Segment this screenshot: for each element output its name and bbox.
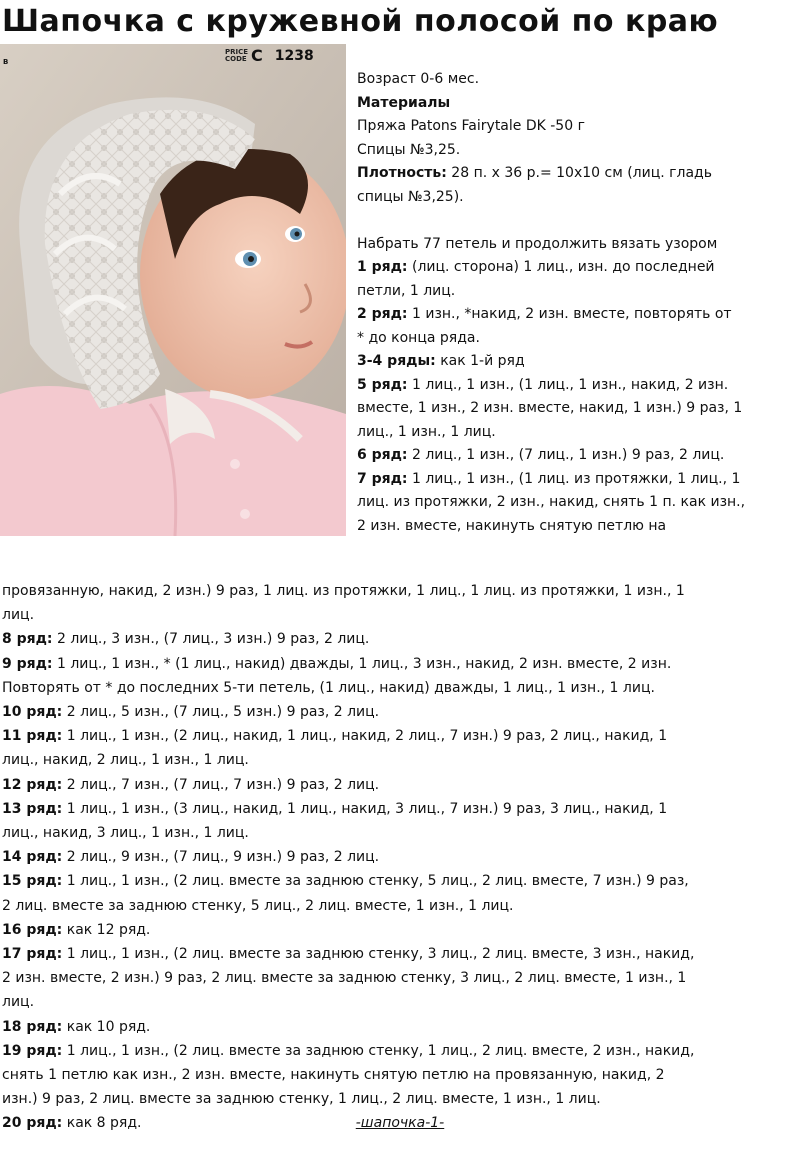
text-line <box>357 444 797 468</box>
row-text: 2 лиц., 7 изн., (7 лиц., 7 изн.) 9 раз, 2 лиц. <box>62 776 380 793</box>
row-text: Спицы №3,25. <box>357 141 461 158</box>
text-line <box>2 724 798 748</box>
row-text: как 1-й ряд <box>435 353 525 369</box>
text-line <box>357 162 797 186</box>
text-line <box>357 209 797 233</box>
row-label: 19 ряд: <box>2 1042 63 1059</box>
photo-illustration <box>0 44 346 536</box>
text-line <box>2 1015 798 1039</box>
row-text: 1 изн., *накид, 2 изн. вместе, повторять от <box>407 306 732 322</box>
row-label: 9 ряд: <box>2 655 53 672</box>
row-label: 7 ряд: <box>357 470 408 487</box>
row-text: 1 лиц., 1 изн., (2 лиц. вместе за заднюю стенку, 3 лиц., 2 лиц. вместе, 3 изн., накид, <box>62 946 695 963</box>
row-label: 8 ряд: <box>2 631 53 648</box>
text-line <box>357 303 797 327</box>
row-text: Повторять от * до последних 5-ти петель, (1 лиц., накид) дважды, 1 лиц., 1 изн., 1 лиц. <box>2 679 655 696</box>
text-line <box>2 966 798 990</box>
text-line <box>2 700 798 724</box>
page-title: Шапочка с кружевной полосой по краю <box>2 4 719 39</box>
text-line <box>357 491 797 515</box>
text-line <box>357 115 797 139</box>
price-code-number: 1238 <box>274 47 314 64</box>
row-label: 14 ряд: <box>2 849 63 866</box>
row-label: Плотность: <box>357 165 447 181</box>
price-code-badge <box>225 46 314 65</box>
text-line <box>2 1063 798 1087</box>
row-text: Пряжа Patons Fairytale DK -50 г <box>357 118 585 134</box>
row-text: как 12 ряд. <box>62 921 151 938</box>
row-text: лиц. <box>2 994 35 1011</box>
row-text: 2 лиц., 3 изн., (7 лиц., 3 изн.) 9 раз, 2 лиц. <box>52 631 370 648</box>
text-line <box>357 280 797 304</box>
row-label: 13 ряд: <box>2 800 63 817</box>
row-text: лиц., 1 изн., 1 лиц. <box>357 423 496 440</box>
row-label: 12 ряд: <box>2 776 63 793</box>
text-line <box>357 350 797 374</box>
row-label: 10 ряд: <box>2 704 63 721</box>
row-text: 2 изн. вместе, накинуть снятую петлю на <box>357 517 667 534</box>
text-line <box>357 92 797 116</box>
row-text: 1 лиц., 1 изн., (3 лиц., накид, 1 лиц., накид, 3 лиц., 7 изн.) 9 раз, 3 лиц., накид, 1 <box>62 800 668 817</box>
text-line <box>357 256 797 280</box>
row-label: 3-4 ряды: <box>357 353 436 369</box>
materials-and-instructions <box>357 68 797 538</box>
text-line <box>2 1039 798 1063</box>
text-line <box>2 845 798 869</box>
text-line <box>357 468 797 492</box>
text-line <box>357 327 797 351</box>
page-footer: -шапочка-1- <box>355 1115 445 1131</box>
text-line <box>2 627 798 651</box>
text-line <box>2 603 798 627</box>
text-line <box>2 869 798 893</box>
text-line <box>357 374 797 398</box>
row-text: 28 п. х 36 р.= 10х10 см (лиц. гладь <box>446 165 712 181</box>
row-label: Материалы <box>357 94 451 111</box>
text-line <box>357 515 797 539</box>
text-line <box>357 186 797 210</box>
text-line <box>357 233 797 257</box>
text-line <box>2 748 798 772</box>
row-text: (лиц. сторона) 1 лиц., изн. до последней <box>407 259 715 275</box>
row-label: 5 ряд: <box>357 376 408 393</box>
row-text: как 8 ряд. <box>62 1115 142 1132</box>
text-line <box>2 918 798 942</box>
row-text: изн.) 9 раз, 2 лиц. вместе за заднюю стенку, 1 лиц., 2 лиц. вместе, 1 изн., 1 лиц. <box>2 1091 601 1108</box>
row-text: 2 лиц. вместе за заднюю стенку, 5 лиц., 2 лиц. вместе, 1 изн., 1 лиц. <box>2 897 514 914</box>
text-line <box>2 773 798 797</box>
baby-bonnet-photo <box>0 44 346 536</box>
row-text: спицы №3,25). <box>357 188 464 205</box>
row-text: петли, 1 лиц. <box>357 282 456 299</box>
text-line <box>2 942 798 966</box>
price-code-letter: C <box>251 46 263 65</box>
row-label: 1 ряд: <box>357 259 408 275</box>
row-label: 20 ряд: <box>2 1115 63 1132</box>
row-label: 17 ряд: <box>2 946 63 963</box>
row-text: как 10 ряд. <box>62 1018 151 1035</box>
text-line <box>2 579 798 603</box>
row-text: 1 лиц., 1 изн., (2 лиц., накид, 1 лиц., накид, 2 лиц., 7 изн.) 9 раз, 2 лиц., накид, 1 <box>62 728 668 745</box>
row-text: Набрать 77 петель и продолжить вязать узором <box>357 235 718 252</box>
text-line <box>357 68 797 92</box>
row-text: 1 лиц., 1 изн., (1 лиц., 1 изн., накид, 2 изн. <box>407 376 729 393</box>
text-line <box>357 139 797 163</box>
text-line <box>2 797 798 821</box>
price-code-label: PRICE CODE <box>225 47 249 63</box>
text-line <box>357 421 797 445</box>
row-text: 1 лиц., 1 изн., (2 лиц. вместе за заднюю стенку, 5 лиц., 2 лиц. вместе, 7 изн.) 9 раз, <box>62 873 689 890</box>
row-text: Возраст 0-6 мес. <box>357 71 480 87</box>
row-text: снять 1 петлю как изн., 2 изн. вместе, накинуть снятую петлю на провязанную, накид, 2 <box>2 1067 665 1084</box>
row-text: лиц., накид, 3 лиц., 1 изн., 1 лиц. <box>2 825 249 842</box>
row-label: 18 ряд: <box>2 1018 63 1035</box>
text-line <box>2 652 798 676</box>
row-text: лиц. из протяжки, 2 изн., накид, снять 1 п. как изн., <box>357 494 746 510</box>
row-text: * до конца ряда. <box>357 329 480 346</box>
row-text: 1 лиц., 1 изн., (2 лиц. вместе за заднюю стенку, 1 лиц., 2 лиц. вместе, 2 изн., накид, <box>62 1042 695 1059</box>
row-text: лиц. <box>2 607 35 624</box>
row-text: 2 лиц., 1 изн., (7 лиц., 1 изн.) 9 раз, 2 лиц. <box>407 447 725 463</box>
row-text: 2 изн. вместе, 2 изн.) 9 раз, 2 лиц. вместе за заднюю стенку, 3 лиц., 2 лиц. вместе, 1 изн., 1 <box>2 970 687 987</box>
row-text: провязанную, накид, 2 изн.) 9 раз, 1 лиц. из протяжки, 1 лиц., 1 лиц. из протяжки, 1 изн., 1 <box>2 583 685 599</box>
text-line <box>2 990 798 1014</box>
row-label: 15 ряд: <box>2 873 63 890</box>
text-line <box>2 894 798 918</box>
text-line <box>2 676 798 700</box>
row-label: 16 ряд: <box>2 921 63 938</box>
row-label: 6 ряд: <box>357 447 408 463</box>
row-label: 2 ряд: <box>357 306 408 322</box>
pattern-rows <box>2 579 798 1136</box>
brand-mark: B <box>3 58 9 66</box>
text-line <box>2 1087 798 1111</box>
text-line <box>2 821 798 845</box>
text-line <box>357 397 797 421</box>
row-label: 11 ряд: <box>2 728 63 745</box>
row-text: вместе, 1 изн., 2 изн. вместе, накид, 1 изн.) 9 раз, 1 <box>357 400 743 416</box>
row-text: 2 лиц., 5 изн., (7 лиц., 5 изн.) 9 раз, 2 лиц. <box>62 704 380 721</box>
row-text: 2 лиц., 9 изн., (7 лиц., 9 изн.) 9 раз, 2 лиц. <box>62 849 380 866</box>
row-text: лиц., накид, 2 лиц., 1 изн., 1 лиц. <box>2 752 249 769</box>
row-text: 1 лиц., 1 изн., * (1 лиц., накид) дважды, 1 лиц., 3 изн., накид, 2 изн. вместе, 2 изн. <box>52 655 672 672</box>
row-text: 1 лиц., 1 изн., (1 лиц. из протяжки, 1 лиц., 1 <box>407 470 741 487</box>
